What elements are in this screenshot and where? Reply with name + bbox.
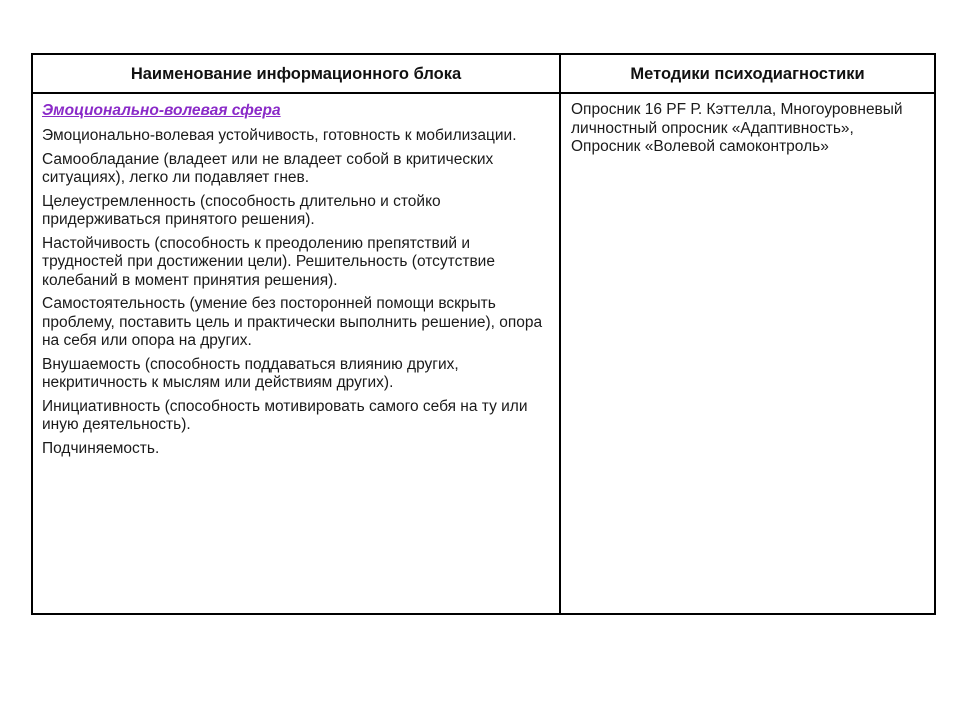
- header-methods: Методики психодиагностики: [630, 65, 865, 83]
- methods-text: Опросник 16 PF Р. Кэттелла, Многоуровневый личностный опросник «Адаптивность», Опросник «Волевой самоконтроль»: [571, 101, 903, 155]
- psychodiagnostics-table: [31, 53, 936, 615]
- list-item: Самостоятельность (умение без посторонней помощи вскрыть проблему, поставить цель и практически выполнить решение), опора на себя или опора на других.: [42, 295, 543, 349]
- header-divider: [33, 92, 934, 94]
- list-item: Настойчивость (способность к преодолению препятствий и трудностей при достижении цели). Решительность (отсутствие колебаний в момент принятия решения).: [42, 234, 495, 289]
- methods-cell: [571, 101, 921, 157]
- list-item: Инициативность (способность мотивировать самого себя на ту или иную деятельность).: [42, 397, 528, 433]
- column-divider: [559, 55, 561, 613]
- list-item: Самообладание (владеет или не владеет собой в критических ситуациях), легко ли подавляет гнев.: [42, 150, 494, 186]
- list-item: Подчиняемость.: [42, 439, 160, 457]
- list-item: Внушаемость (способность поддаваться влиянию других, некритичность к мыслям или действиям других).: [42, 355, 459, 391]
- section-title-link[interactable]: Эмоционально-волевая сфера: [42, 102, 281, 119]
- header-info-block: Наименование информационного блока: [130, 65, 462, 83]
- list-item: Целеустремленность (способность длительно и стойко придерживаться принятого решения).: [42, 192, 441, 228]
- info-block-cell: [42, 101, 552, 463]
- list-item: Эмоционально-волевая устойчивость, готовность к мобилизации.: [42, 127, 517, 144]
